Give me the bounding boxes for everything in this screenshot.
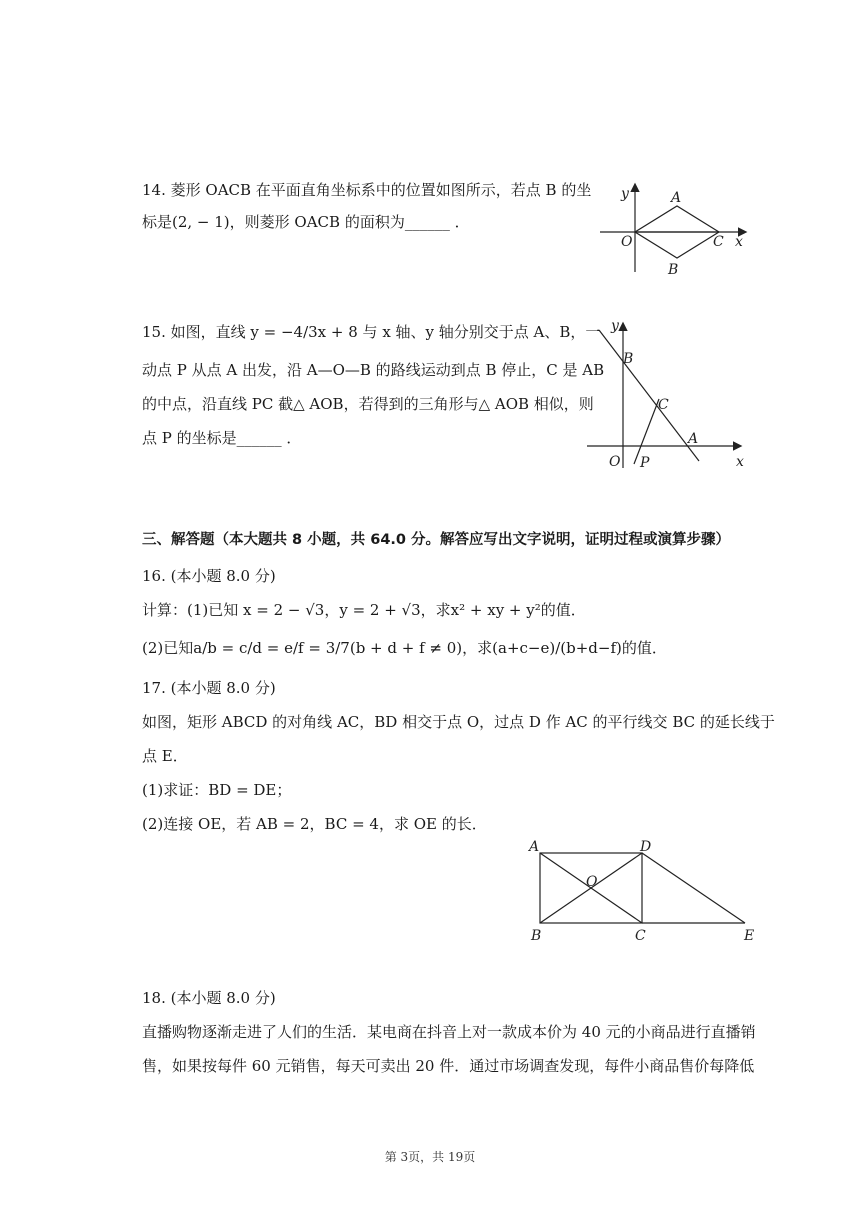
q17-label-e: E (744, 928, 755, 944)
q17-label-o: O (586, 874, 598, 890)
page-footer: 第 3页，共 19页 (384, 1150, 476, 1164)
q15-text-line-1: 15. 如图，直线 y = −4/3x + 8 与 x 轴、y 轴分别交于点 A、B，一 (142, 323, 601, 341)
q17-label-b: B (531, 928, 542, 944)
q14-label-o: O (621, 234, 633, 250)
section-3-heading: 三、解答题（本大题共 8 小题，共 64.0 分。解答应写出文字说明，证明过程或演算步骤） (142, 532, 731, 548)
q17-text-line-4: (2)连接 OE，若 AB = 2，BC = 4，求 OE 的长． (142, 815, 487, 833)
q15-label-x: x (736, 454, 744, 470)
q14-text-line-2: 标是(2, − 1)，则菱形 OACB 的面积为______ ． (142, 213, 470, 231)
q14-label-b: B (668, 262, 679, 278)
q17-text-line-1: 如图，矩形 ABCD 的对角线 AC，BD 相交于点 O，过点 D 作 AC 的平行线交 BC 的延长线于 (142, 713, 775, 731)
q15-label-a: A (688, 431, 699, 447)
q17-segment-de (642, 853, 745, 923)
q17-text-line-2: 点 E． (142, 747, 188, 765)
q17-text-line-3: (1)求证：BD = DE； (142, 781, 292, 799)
q16-header: 16. (本小题 8.0 分) (142, 567, 276, 585)
q15-line-ab (599, 330, 699, 461)
q17-header: 17. (本小题 8.0 分) (142, 679, 276, 697)
q14-label-c: C (713, 234, 724, 250)
q17-label-d: D (640, 839, 652, 855)
q18-text-line-2: 售，如果按每件 60 元销售，每天可卖出 20 件．通过市场调查发现，每件小商品售价每降低 (142, 1057, 755, 1075)
q14-label-a: A (671, 190, 682, 206)
q18-header: 18. (本小题 8.0 分) (142, 989, 276, 1007)
q14-label-x: x (735, 234, 743, 250)
q15-text-line-4: 点 P 的坐标是______ ． (142, 429, 302, 447)
q15-label-b: B (623, 351, 634, 367)
q16-text-line-2: (2)已知a/b = c/d = e/f = 3/7(b + d + f ≠ 0)，求(a+c−e)/(b+d−f)的值． (142, 639, 667, 657)
q15-label-y: y (611, 318, 619, 334)
q18-text-line-1: 直播购物逐渐走进了人们的生活．某电商在抖音上对一款成本价为 40 元的小商品进行直播销 (142, 1023, 756, 1041)
q15-line-figure (585, 318, 755, 473)
q15-text-line-3: 的中点，沿直线 PC 截△ AOB，若得到的三角形与△ AOB 相似，则 (142, 395, 594, 413)
q15-text-line-2: 动点 P 从点 A 出发，沿 A—O—B 的路线运动到点 B 停止，C 是 AB (142, 361, 605, 379)
q14-text-line-1: 14. 菱形 OACB 在平面直角坐标系中的位置如图所示，若点 B 的坐 (142, 181, 592, 199)
q14-label-y: y (621, 186, 629, 202)
q17-label-a: A (529, 839, 540, 855)
q14-rhombus-figure (595, 180, 755, 280)
q15-label-p: P (640, 455, 650, 471)
q15-label-o: O (609, 454, 621, 470)
q16-text-line-1: 计算：(1)已知 x = 2 − √3，y = 2 + √3，求x² + xy + y²的值． (142, 601, 586, 619)
q15-label-c: C (658, 397, 669, 413)
q17-label-c: C (635, 928, 646, 944)
q17-rectangle-figure (525, 836, 765, 946)
